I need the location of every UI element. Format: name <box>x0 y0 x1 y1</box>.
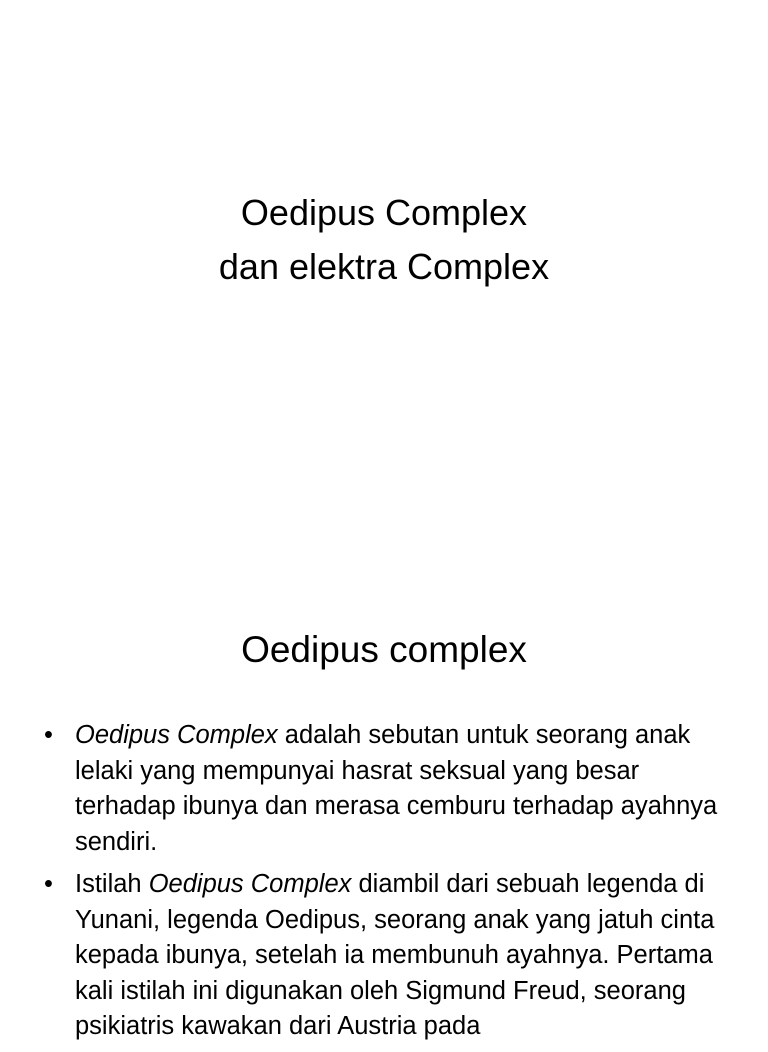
bullet-text: adalah sebutan untuk seorang anak lelaki yang mempunyai hasrat seksual yang besar terhadap ibunya dan merasa cemburu terhadap ayahnya sendiri. <box>75 721 718 856</box>
bullet-item <box>44 718 734 860</box>
bullet-text: diambil dari sebuah legenda di Yunani, legenda Oedipus, seorang anak yang jatuh cinta kepada ibunya, setelah ia membunuh ayahnya. Pertama kali istilah ini digunakan oleh Sigmund Freud, seorang psikiatris kawakan dari Austria pada <box>75 870 715 1040</box>
bullet-icon: • <box>44 870 53 898</box>
bullet-list <box>44 718 734 1052</box>
title-line-1: Oedipus Complex <box>240 192 528 233</box>
bullet-icon: • <box>44 721 53 749</box>
slide-title <box>0 186 768 294</box>
slide-title: Oedipus complex <box>241 629 527 670</box>
italic-term: Oedipus Complex <box>75 721 278 749</box>
italic-term: Oedipus Complex <box>148 870 352 898</box>
title-line-2: dan elektra Complex <box>218 246 550 287</box>
bullet-item <box>44 867 734 1045</box>
content-slide <box>0 576 768 1040</box>
bullet-lead-text: Istilah <box>75 870 149 898</box>
